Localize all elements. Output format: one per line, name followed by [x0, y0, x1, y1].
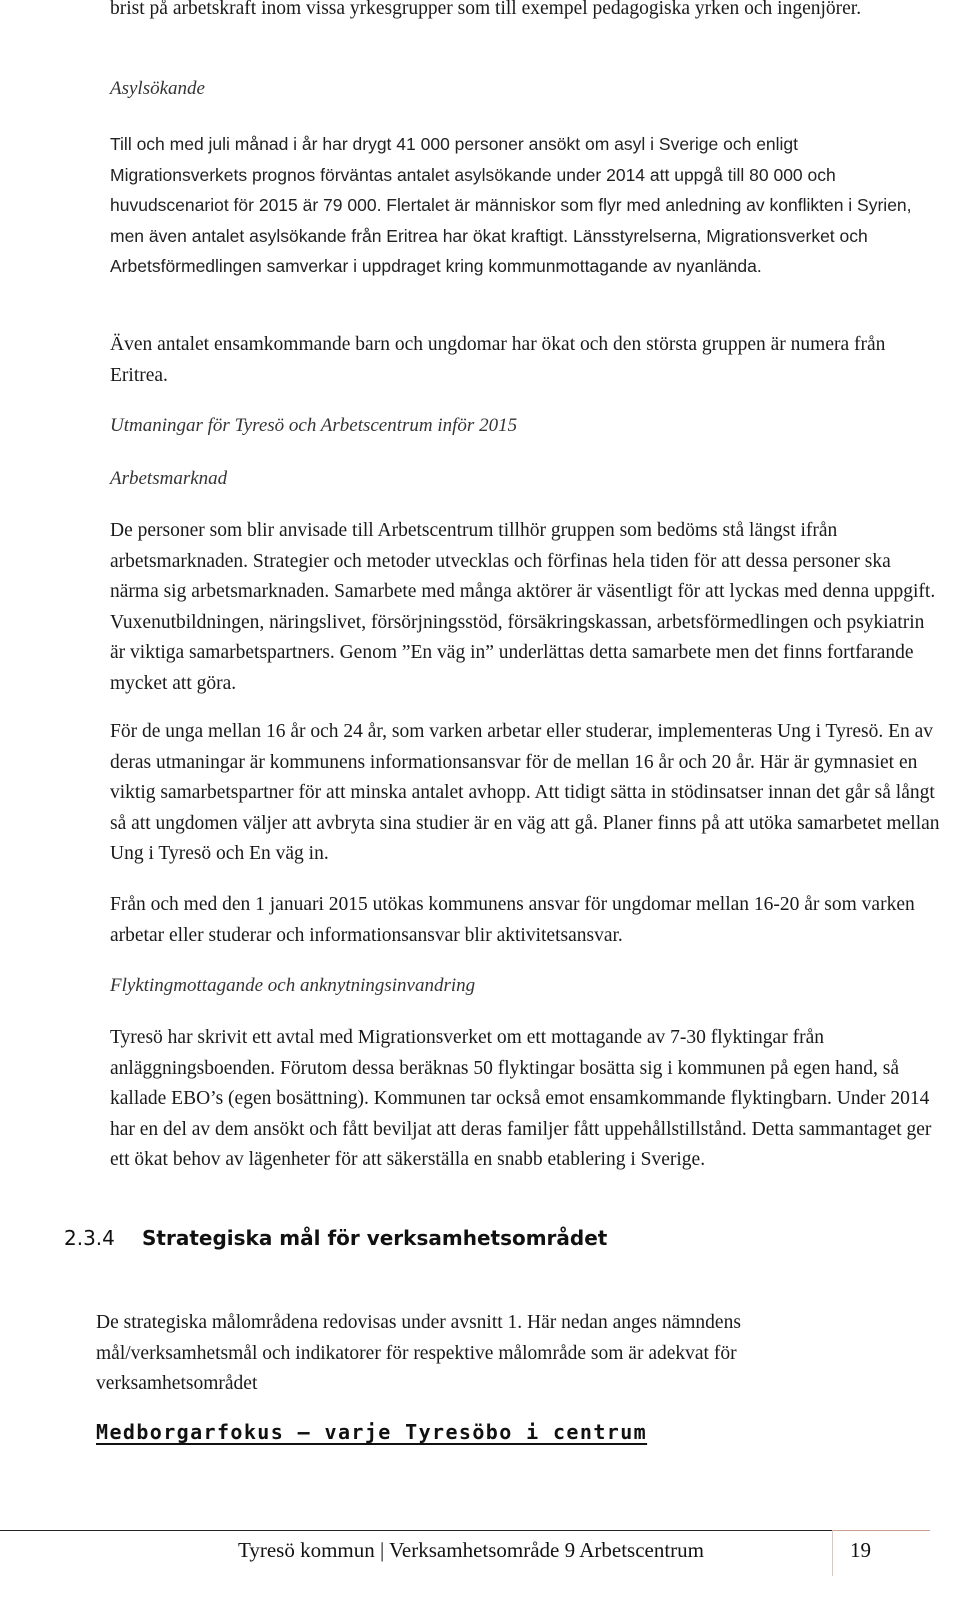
page-number: 19 [850, 1538, 871, 1562]
footer-rule [0, 1530, 930, 1531]
section-title: Strategiska mål för verksamhetsområdet [142, 1226, 608, 1250]
section-intro-paragraph: De strategiska målområdena redovisas under avsnitt 1. Här nedan anges nämndens mål/verksamhetsmål och indikatorer för respektive målområde som är adekvat för verksamhetsområdet [96, 1312, 741, 1394]
paragraph-asylsokande: Till och med juli månad i år har drygt 41 000 personer ansökt om asyl i Sverige och enligt Migrationsverkets prognos förväntas antalet asylsökande under 2014 att uppgå till 80 000 och huvudscenariot för 2015 är 79 000. Flertalet är människor som flyr med anledning av konflikten i Syrien, men även antalet asylsökande från Eritrea har ökat kraftigt. Länsstyrelserna, Migrationsverket och Arbetsförmedlingen samverkar i uppdraget kring kommunmottagande av nyanlända. [110, 134, 912, 276]
section-number: 2.3.4 [64, 1226, 115, 1250]
footer-divider [832, 1530, 833, 1576]
footer-rule-accent [832, 1530, 930, 1531]
subheading-flyktingmottagande: Flyktingmottagande och anknytningsinvandring [110, 975, 476, 996]
goal-heading: Medborgarfokus – varje Tyresöbo i centrum [96, 1420, 648, 1444]
paragraph-ensamkommande: Även antalet ensamkommande barn och ungdomar har ökat och den största gruppen är numera från Eritrea. [110, 334, 886, 386]
paragraph-flyktingmottagande: Tyresö har skrivit ett avtal med Migrationsverket om ett mottagande av 7-30 flyktingar från anläggningsboenden. Förutom dessa beräknas 50 flyktingar bosätta sig i kommunen på egen hand, så kallade EBO’s (egen bosättning). Kommunen tar också emot ensamkommande flyktingbarn. Under 2014 har en del av dem ansökt och fått beviljat att deras familjer fått uppehållstillstånd. Detta sammantaget ger ett ökat behov av lägenheter för att säkerställa en snabb etablering i Sverige. [110, 1027, 932, 1170]
subheading-asylsokande: Asylsökande [110, 78, 205, 99]
paragraph-ung-i-tyreso: För de unga mellan 16 år och 24 år, som varken arbetar eller studerar, implementeras Ung i Tyresö. En av deras utmaningar är kommunens informationsansvar för de mellan 16 år och 20 år. Här är gymnasiet en viktig samarbetspartner för att minska antalet avhopp. Att tidigt sätta in stödinsatser innan det går så långt så att ungdomen väljer att avbryta sina studier är en väg att gå. Planer finns på att utöka samarbetet mellan Ung i Tyresö och En väg in. [110, 721, 940, 864]
paragraph-arbetsmarknad: De personer som blir anvisade till Arbetscentrum tillhör gruppen som bedöms stå längst ifrån arbetsmarknaden. Strategier och metoder utvecklas och förfinas hela tiden för att dessa personer ska närma sig arbetsmarknaden. Samarbete med många aktörer är väsentligt för att lyckas med denna uppgift. Vuxenutbildningen, näringslivet, försörjningsstöd, försäkringskassan, arbetsförmedlingen och psykiatrin är viktiga samarbetspartners. Genom ”En väg in” underlättas detta samarbete men det finns fortfarande mycket att göra. [110, 520, 936, 694]
section-heading [64, 1226, 607, 1250]
paragraph-intro-continuation: brist på arbetskraft inom vissa yrkesgrupper som till exempel pedagogiska yrken och ingenjörer. [110, 0, 862, 19]
footer-text: Tyresö kommun | Verksamhetsområde 9 Arbetscentrum [238, 1538, 704, 1562]
subheading-arbetsmarknad: Arbetsmarknad [110, 468, 228, 489]
subheading-utmaningar: Utmaningar för Tyresö och Arbetscentrum inför 2015 [110, 415, 518, 436]
paragraph-aktivitetsansvar: Från och med den 1 januari 2015 utökas kommunens ansvar för ungdomar mellan 16-20 år som varken arbetar eller studerar och informationsansvar blir aktivitetsansvar. [110, 894, 915, 946]
